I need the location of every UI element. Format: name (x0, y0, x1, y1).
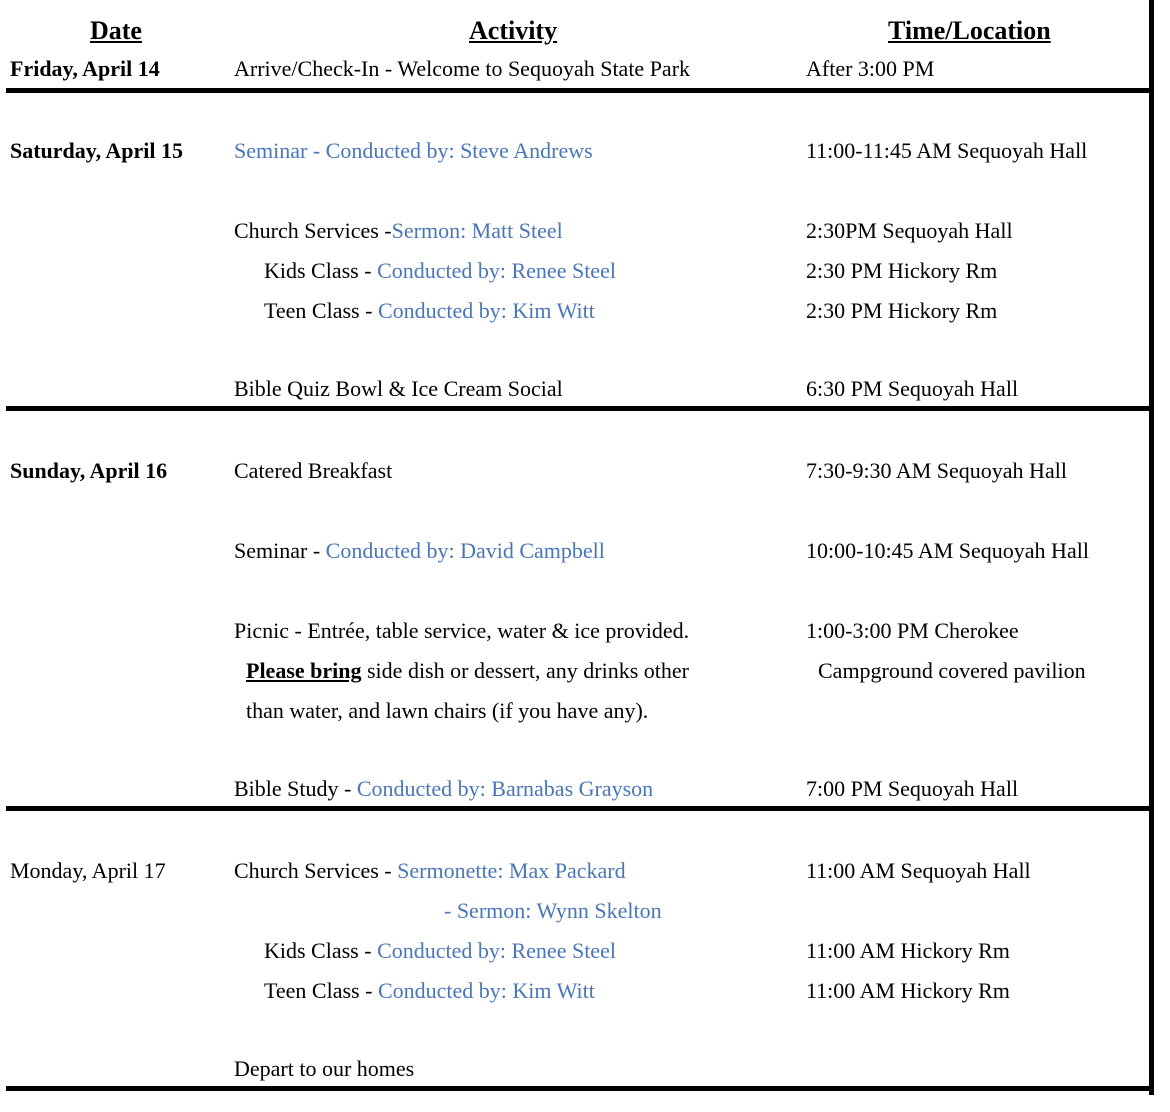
activity-checkin: Arrive/Check-In - Welcome to Sequoyah State Park (234, 56, 691, 81)
activity-prefix: Church Services - (234, 858, 398, 883)
activity-highlight: Conducted by: Kim Witt (377, 298, 595, 323)
activity-sun-picnic-line1: Picnic - Entrée, table service, water & ice provided. (234, 618, 690, 643)
activity-highlight: Conducted by: Renee Steel (377, 938, 616, 963)
divider-bottom (6, 1086, 1154, 1091)
divider-sunday (6, 806, 1154, 811)
header-activity: Activity (469, 16, 558, 45)
activity-sat-seminar: Seminar - Conducted by: Steve Andrews (234, 138, 593, 163)
activity-mon-kids (264, 938, 616, 964)
activity-sat-church (234, 218, 563, 244)
activity-prefix: Church Services - (234, 218, 392, 243)
activity-sun-picnic-line2 (246, 658, 689, 684)
activity-highlight: Sermon: Matt Steel (391, 218, 563, 243)
time-sun-picnic-line1: 1:00-3:00 PM Cherokee (806, 618, 1019, 643)
date-saturday: Saturday, April 15 (10, 138, 183, 163)
activity-highlight: Conducted by: David Campbell (325, 538, 605, 563)
time-sat-church: 2:30PM Sequoyah Hall (806, 218, 1013, 243)
time-sat-quiz: 6:30 PM Sequoyah Hall (806, 376, 1019, 401)
time-mon-church: 11:00 AM Sequoyah Hall (806, 858, 1031, 883)
activity-mon-depart: Depart to our homes (234, 1056, 415, 1081)
activity-highlight: Sermonette: Max Packard (397, 858, 626, 883)
time-sun-breakfast: 7:30-9:30 AM Sequoyah Hall (806, 458, 1067, 483)
time-mon-teen: 11:00 AM Hickory Rm (806, 978, 1010, 1003)
activity-prefix: Teen Class - (264, 978, 378, 1003)
activity-mon-church (234, 858, 626, 884)
activity-sat-teen (264, 298, 595, 324)
activity-mon-sermon: - Sermon: Wynn Skelton (444, 898, 662, 923)
time-sat-seminar: 11:00-11:45 AM Sequoyah Hall (806, 138, 1088, 163)
activity-sat-quiz: Bible Quiz Bowl & Ice Cream Social (234, 376, 563, 401)
activity-sun-bible-study (234, 776, 653, 802)
activity-sat-kids (264, 258, 616, 284)
please-bring-label: Please bring (246, 658, 362, 683)
activity-prefix: Seminar - (234, 538, 326, 563)
header-date: Date (90, 16, 142, 45)
activity-sun-seminar (234, 538, 605, 564)
date-sunday: Sunday, April 16 (10, 458, 168, 483)
divider-saturday (6, 406, 1154, 411)
activity-mon-teen (264, 978, 595, 1004)
divider-friday (6, 88, 1154, 93)
picnic-line2-rest: side dish or dessert, any drinks other (361, 658, 689, 683)
activity-highlight: Conducted by: Kim Witt (377, 978, 595, 1003)
time-mon-kids: 11:00 AM Hickory Rm (806, 938, 1010, 963)
date-friday: Friday, April 14 (10, 56, 160, 81)
time-sun-seminar: 10:00-10:45 AM Sequoyah Hall (806, 538, 1089, 563)
time-sat-teen: 2:30 PM Hickory Rm (806, 298, 998, 323)
right-border (1149, 0, 1154, 1095)
activity-highlight: Conducted by: Barnabas Grayson (356, 776, 654, 801)
activity-sun-breakfast: Catered Breakfast (234, 458, 393, 483)
activity-sun-picnic-line3: than water, and lawn chairs (if you have any). (246, 698, 649, 723)
activity-prefix: Bible Study - (234, 776, 357, 801)
activity-prefix: Kids Class - (264, 258, 378, 283)
time-sat-kids: 2:30 PM Hickory Rm (806, 258, 998, 283)
time-sun-bible-study: 7:00 PM Sequoyah Hall (806, 776, 1019, 801)
header-time-location: Time/Location (888, 16, 1051, 45)
activity-prefix: Kids Class - (264, 938, 378, 963)
time-checkin: After 3:00 PM (806, 56, 935, 81)
activity-highlight: Conducted by: Renee Steel (377, 258, 616, 283)
date-monday: Monday, April 17 (10, 858, 166, 883)
activity-prefix: Teen Class - (264, 298, 378, 323)
time-sun-picnic-line2: Campground covered pavilion (818, 658, 1086, 683)
